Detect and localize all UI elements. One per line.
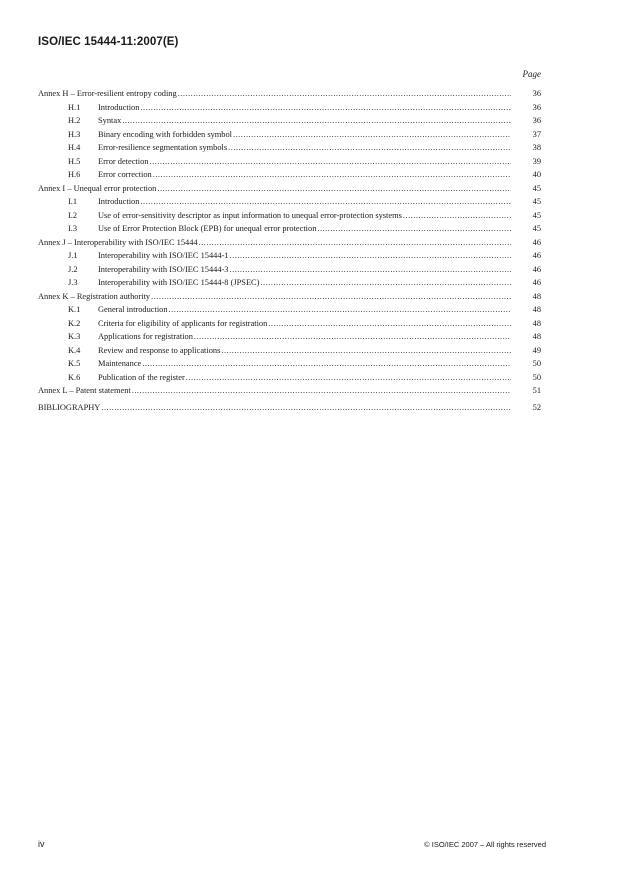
toc-entry-page: 36 — [532, 116, 541, 125]
toc-entry-number: I.3 — [68, 224, 78, 233]
toc-entry-title: Introduction — [98, 197, 140, 206]
footer-page-number: iv — [38, 839, 45, 849]
toc-entry-annex-j[interactable] — [38, 236, 541, 250]
toc-entry-title: Publication of the register — [98, 372, 185, 382]
toc-entry-title: Error-resilience segmentation symbols — [98, 143, 228, 152]
toc-entry-page: 46 — [532, 237, 541, 247]
page-column-label: Page — [522, 69, 541, 79]
dot-leader — [230, 263, 512, 277]
toc-entry-h4[interactable] — [38, 141, 541, 155]
toc-entry-number: K.1 — [68, 305, 81, 314]
toc-entry-page: 39 — [532, 156, 541, 166]
toc-entry-page: 46 — [532, 251, 541, 260]
toc-entry-page: 46 — [532, 264, 541, 274]
dot-leader — [178, 87, 511, 101]
toc-entry-annex-l[interactable] — [38, 384, 541, 398]
dot-leader — [142, 357, 511, 371]
toc-entry-annex-k[interactable] — [38, 290, 541, 304]
toc-entry-k6[interactable] — [38, 371, 541, 385]
document-header-title: ISO/IEC 15444-11:2007(E) — [38, 36, 179, 48]
toc-entry-j2[interactable] — [38, 263, 541, 277]
toc-entry-title: General introduction — [98, 305, 168, 314]
toc-entry-title: Criteria for eligibility of applicants for registration — [98, 318, 268, 328]
dot-leader — [268, 317, 511, 331]
toc-entry-page: 50 — [532, 359, 541, 368]
toc-entry-k1[interactable] — [38, 303, 541, 317]
toc-entry-number: H.4 — [68, 143, 81, 152]
toc-entry-page: 45 — [532, 210, 541, 220]
toc-entry-page: 51 — [532, 386, 541, 395]
toc-entry-title: Syntax — [98, 116, 122, 125]
toc-entry-h5[interactable] — [38, 155, 541, 169]
toc-entry-page: 52 — [532, 402, 541, 412]
toc-entry-k5[interactable] — [38, 357, 541, 371]
dot-leader — [233, 128, 511, 142]
toc-entry-page: 49 — [532, 345, 541, 355]
toc-entry-number: J.2 — [68, 264, 78, 274]
toc-entry-i2[interactable] — [38, 209, 541, 223]
toc-entry-page: 48 — [532, 291, 541, 301]
dot-leader — [186, 371, 511, 385]
toc-entry-title: Review and response to applications — [98, 345, 221, 355]
toc-entry-page: 37 — [532, 129, 541, 139]
toc-entry-number: J.1 — [68, 251, 78, 260]
dot-leader — [149, 155, 511, 169]
toc-entry-title: Annex J – Interoperability with ISO/IEC 15444 — [38, 237, 198, 247]
footer-copyright: © ISO/IEC 2007 – All rights reserved — [424, 840, 546, 849]
toc-entry-h1[interactable] — [38, 101, 541, 115]
dot-leader — [169, 303, 511, 317]
toc-entry-title: Introduction — [98, 102, 140, 112]
toc-entry-title: Use of Error Protection Block (EPB) for unequal error protection — [98, 224, 317, 233]
toc-entry-bibliography[interactable] — [38, 401, 541, 415]
toc-entry-title: Annex L – Patent statement — [38, 386, 131, 395]
toc-entry-h3[interactable] — [38, 128, 541, 142]
toc-entry-title: Annex H – Error-resilient entropy coding — [38, 89, 177, 98]
toc-entry-number: I.1 — [68, 197, 78, 206]
dot-leader — [101, 401, 511, 415]
toc-entry-number: K.5 — [68, 359, 81, 368]
dot-leader — [199, 236, 511, 250]
toc-entry-title: Maintenance — [98, 359, 142, 368]
toc-entry-title: Error correction — [98, 170, 152, 179]
toc-entry-title: Interoperability with ISO/IEC 15444-1 — [98, 251, 229, 260]
dot-leader — [153, 168, 511, 182]
toc-entry-number: H.6 — [68, 170, 81, 179]
toc-entry-number: H.2 — [68, 116, 81, 125]
toc-entry-title: BIBLIOGRAPHY — [38, 402, 101, 412]
toc-entry-number: I.2 — [68, 210, 78, 220]
toc-entry-page: 45 — [532, 183, 541, 193]
toc-entry-title: Interoperability with ISO/IEC 15444-3 — [98, 264, 229, 274]
toc-entry-h2[interactable] — [38, 114, 541, 128]
dot-leader — [317, 222, 511, 236]
toc-entry-number: H.1 — [68, 102, 81, 112]
toc-entry-number: H.5 — [68, 156, 81, 166]
dot-leader — [403, 209, 511, 223]
toc-entry-page: 36 — [532, 102, 541, 112]
toc-entry-number: K.4 — [68, 345, 81, 355]
dot-leader — [194, 330, 511, 344]
toc-entry-page: 48 — [532, 332, 541, 341]
toc-entry-annex-h[interactable] — [38, 87, 541, 101]
toc-entry-page: 48 — [532, 305, 541, 314]
table-of-contents — [38, 87, 541, 414]
toc-entry-k2[interactable] — [38, 317, 541, 331]
toc-entry-title: Annex I – Unequal error protection — [38, 183, 157, 193]
toc-entry-page: 45 — [532, 224, 541, 233]
dot-leader — [140, 101, 511, 115]
dot-leader — [230, 249, 512, 263]
toc-entry-page: 40 — [532, 170, 541, 179]
toc-entry-j3[interactable] — [38, 276, 541, 290]
toc-entry-h6[interactable] — [38, 168, 541, 182]
toc-entry-title: Applications for registration — [98, 332, 193, 341]
toc-entry-page: 36 — [532, 89, 541, 98]
toc-entry-number: J.3 — [68, 278, 78, 287]
toc-entry-i1[interactable] — [38, 195, 541, 209]
toc-entry-i3[interactable] — [38, 222, 541, 236]
dot-leader — [228, 141, 511, 155]
toc-entry-annex-i[interactable] — [38, 182, 541, 196]
toc-entry-k4[interactable] — [38, 344, 541, 358]
toc-entry-number: K.3 — [68, 332, 81, 341]
dot-leader — [132, 384, 511, 398]
dot-leader — [221, 344, 511, 358]
toc-entry-page: 38 — [532, 143, 541, 152]
toc-entry-title: Error detection — [98, 156, 149, 166]
toc-entry-title: Binary encoding with forbidden symbol — [98, 129, 232, 139]
toc-entry-j1[interactable] — [38, 249, 541, 263]
dot-leader — [157, 182, 511, 196]
toc-entry-page: 46 — [532, 278, 541, 287]
dot-leader — [151, 290, 511, 304]
toc-entry-page: 48 — [532, 318, 541, 328]
dot-leader — [140, 195, 511, 209]
toc-entry-title: Interoperability with ISO/IEC 15444-8 (JPSEC) — [98, 278, 260, 287]
toc-entry-title: Annex K – Registration authority — [38, 291, 151, 301]
toc-entry-k3[interactable] — [38, 330, 541, 344]
toc-entry-title: Use of error-sensitivity descriptor as input information to unequal error-protection systems — [98, 210, 402, 220]
dot-leader — [260, 276, 511, 290]
dot-leader — [122, 114, 511, 128]
toc-entry-page: 50 — [532, 372, 541, 382]
toc-entry-number: K.2 — [68, 318, 81, 328]
toc-entry-page: 45 — [532, 197, 541, 206]
toc-entry-number: K.6 — [68, 372, 81, 382]
toc-entry-number: H.3 — [68, 129, 81, 139]
